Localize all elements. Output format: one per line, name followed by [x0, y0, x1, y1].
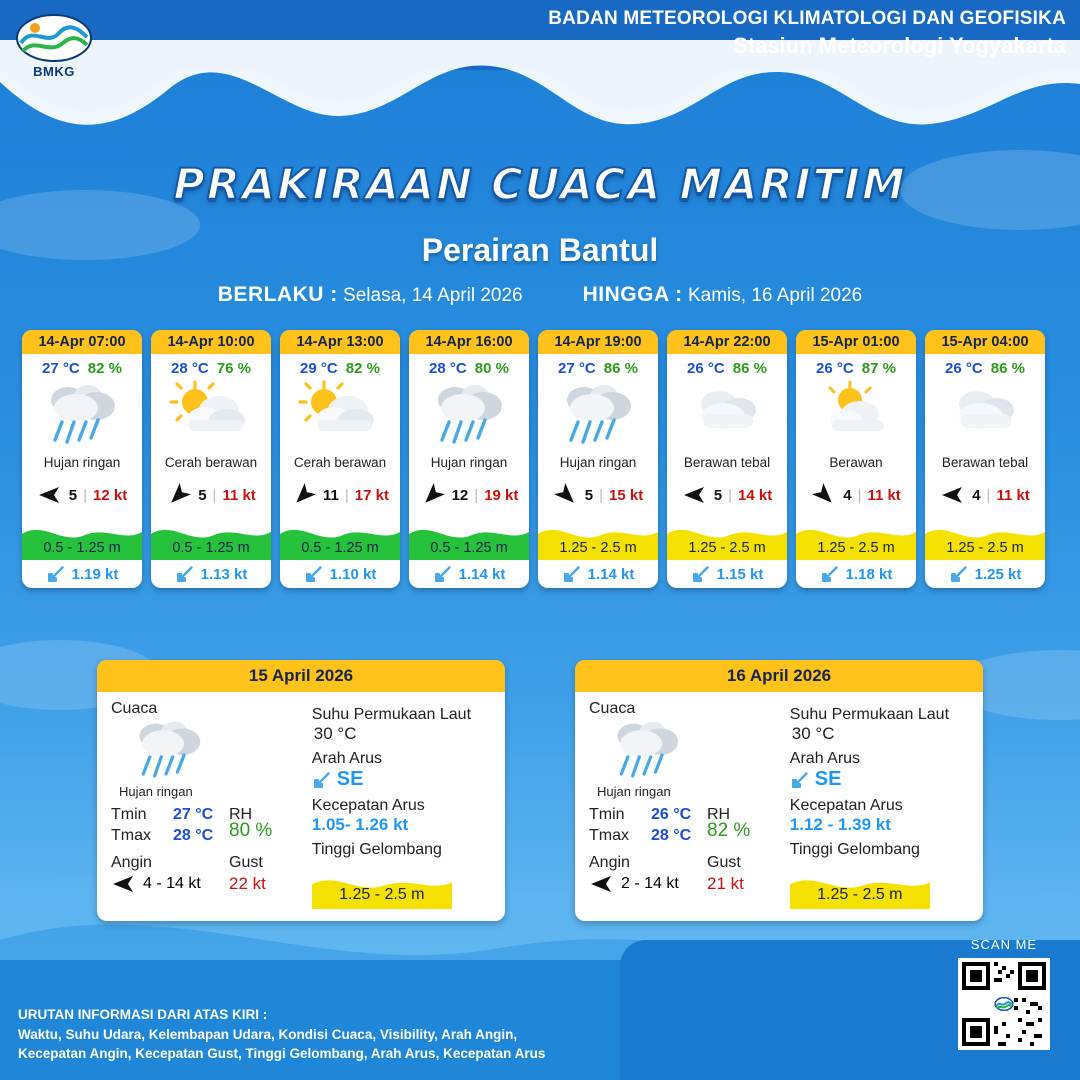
agency-header: [548, 8, 1066, 59]
wind-speed: 12: [451, 486, 469, 504]
wind-direction-icon: [808, 479, 841, 512]
relative-humidity: 86 %: [603, 360, 638, 377]
current-direction-icon: [175, 564, 195, 584]
wind-gust: 15 kt: [609, 486, 644, 504]
current-speed: 1.25 kt: [974, 565, 1022, 583]
air-temperature: 28 °C: [429, 360, 467, 377]
wave-height: 0.5 - 1.25 m: [301, 540, 379, 556]
rain-icon: [607, 717, 687, 785]
weather-condition: Hujan ringan: [597, 784, 671, 799]
current-direction-icon: [46, 564, 66, 584]
current-direction-icon: [691, 564, 711, 584]
wave-height: 0.5 - 1.25 m: [430, 540, 508, 556]
wind-row: [111, 854, 229, 872]
valid-until-value: Kamis, 16 April 2026: [687, 285, 863, 306]
forecast-time: 14-Apr 10:00: [151, 330, 271, 354]
air-temperature: 28 °C: [171, 360, 209, 377]
gust-label: Gust: [707, 854, 741, 871]
weather-icon: [169, 377, 253, 455]
cloudy-thick-icon: [685, 380, 769, 452]
tmin-label: Tmin: [589, 806, 625, 823]
wave-height-band: [151, 514, 271, 560]
wind-info: [291, 482, 389, 508]
hourly-forecast-row: [22, 330, 1062, 588]
tmin-value: 26 °C: [651, 806, 692, 823]
page-title: PRAKIRAAN CUACA MARITIM: [173, 160, 907, 210]
air-temperature: 27 °C: [42, 360, 80, 377]
legend-line-3: Kecepatan Angin, Kecepatan Gust, Tinggi Gelombang, Arah Arus, Kecepatan Arus: [18, 1046, 546, 1062]
gust-row: [707, 854, 751, 872]
relative-humidity: 86 %: [732, 360, 767, 377]
wind-info: [940, 482, 1030, 508]
hourly-forecast-card: [22, 330, 142, 588]
current-direction-value: SE: [790, 768, 969, 791]
partly-cloudy-night-icon: [814, 380, 898, 452]
scan-me-block: [958, 937, 1050, 1050]
wind-gust: 11 kt: [996, 486, 1030, 504]
wind-direction-icon: [111, 874, 137, 894]
current-speed: 1.14 kt: [458, 565, 506, 583]
wind-speed: 5: [198, 486, 207, 504]
wind-gust: 12 kt: [93, 486, 128, 504]
wind-speed: 4: [843, 486, 852, 504]
current-info: [691, 564, 764, 584]
gust-row: [229, 854, 273, 872]
wave-height: 1.25 - 2.5 m: [688, 540, 766, 556]
weather-icon: [814, 377, 898, 455]
forecast-time: 14-Apr 07:00: [22, 330, 142, 354]
wind-speed: 5: [68, 486, 78, 504]
weather-label: Cuaca: [589, 700, 636, 717]
relative-humidity: 82 %: [87, 360, 122, 377]
air-temperature: 27 °C: [558, 360, 596, 377]
sst-value: 30 °C: [313, 724, 357, 743]
forecast-time: 14-Apr 22:00: [667, 330, 787, 354]
gust-value: 21 kt: [707, 874, 744, 893]
weather-condition: Hujan ringan: [559, 455, 637, 470]
legend-line-1: URUTAN INFORMASI DARI ATAS KIRI :: [18, 1007, 268, 1023]
wind-gust: 11 kt: [222, 486, 256, 504]
tmax-label: Tmax: [111, 827, 151, 844]
rain-icon: [556, 380, 640, 452]
rain-icon: [427, 380, 511, 452]
separator: |: [728, 486, 733, 504]
rain-icon: [129, 717, 209, 785]
wind-direction-icon: [288, 479, 321, 512]
tmax-value: 28 °C: [651, 827, 692, 844]
wind-label: Angin: [111, 854, 152, 871]
tmin-label: Tmin: [111, 806, 147, 823]
separator: |: [474, 486, 479, 504]
relative-humidity: 87 %: [861, 360, 896, 377]
current-direction-icon: [820, 564, 840, 584]
current-direction-icon: [433, 564, 453, 584]
wave-height-value: 1.25 - 2.5 m: [817, 886, 903, 903]
agency-name: BADAN METEOROLOGI KLIMATOLOGI DAN GEOFISIKA: [548, 8, 1066, 29]
valid-from-label: BERLAKU :: [217, 283, 338, 306]
separator: |: [857, 486, 862, 504]
validity-row: [0, 283, 1080, 307]
hourly-forecast-card: [151, 330, 271, 588]
relative-humidity: 86 %: [990, 360, 1025, 377]
station-name: Stasiun Meteorologi Yogyakarta: [733, 33, 1066, 58]
wave-height-band: [280, 514, 400, 560]
weather-icon: [685, 377, 769, 455]
wind-direction-icon: [37, 485, 63, 505]
weather-condition: Hujan ringan: [119, 784, 193, 799]
weather-icon: [427, 377, 511, 455]
wave-height: 1.25 - 2.5 m: [559, 540, 637, 556]
separator: |: [212, 486, 217, 504]
weather-condition: Hujan ringan: [430, 455, 508, 470]
wind-speed: 5: [584, 486, 594, 504]
wind-info: [553, 482, 643, 508]
current-info: [304, 564, 377, 584]
wind-gust: 17 kt: [354, 486, 389, 504]
hourly-forecast-card: [667, 330, 787, 588]
wind-label: Angin: [589, 854, 630, 871]
separator: |: [83, 486, 88, 504]
wave-height-label: Tinggi Gelombang: [311, 841, 442, 858]
wave-height: 1.25 - 2.5 m: [946, 540, 1024, 556]
sst-label: Suhu Permukaan Laut: [311, 706, 472, 723]
qr-code[interactable]: [958, 958, 1050, 1050]
wind-direction-icon: [589, 874, 615, 894]
weather-label: Cuaca: [111, 700, 158, 717]
current-direction-value: SE: [312, 768, 491, 791]
rh-label: RH: [707, 806, 731, 823]
wave-height-label: Tinggi Gelombang: [789, 841, 920, 858]
current-speed: 1.14 kt: [587, 565, 635, 583]
wind-direction-icon: [550, 479, 583, 512]
air-temperature: 26 °C: [945, 360, 983, 377]
forecast-time: 14-Apr 13:00: [280, 330, 400, 354]
bmkg-logo: [12, 8, 96, 84]
daily-forecast-panel: [97, 660, 505, 921]
daily-forecast-panel: [575, 660, 983, 921]
tmax-value: 28 °C: [173, 827, 214, 844]
wind-direction-icon: [682, 485, 708, 505]
cloudy-thick-icon: [943, 380, 1027, 452]
current-info: [820, 564, 893, 584]
wind-value-row: [111, 874, 229, 894]
current-speed-value: 1.12 - 1.39 kt: [789, 815, 891, 834]
current-direction-icon: [949, 564, 969, 584]
wave-height-band: [667, 514, 787, 560]
logo-text: BMKG: [33, 64, 75, 79]
wave-height: 0.5 - 1.25 m: [43, 540, 121, 556]
current-info: [433, 564, 506, 584]
weather-condition: Berawan tebal: [683, 455, 771, 470]
sst-value: 30 °C: [791, 724, 835, 743]
separator: |: [986, 486, 991, 504]
sst-label: Suhu Permukaan Laut: [789, 706, 950, 723]
wave-height-band: [538, 514, 658, 560]
tmax-row: [111, 827, 229, 845]
relative-humidity: 80 %: [474, 360, 509, 377]
wind-info: [37, 482, 127, 508]
current-speed-label: Kecepatan Arus: [789, 797, 903, 814]
valid-until-label: HINGGA :: [582, 283, 683, 306]
rain-icon: [40, 380, 124, 452]
relative-humidity: 82 %: [345, 360, 380, 377]
rh-label: RH: [229, 806, 253, 823]
hourly-forecast-card: [796, 330, 916, 588]
wave-height-band: [22, 514, 142, 560]
current-speed-value: 1.05- 1.26 kt: [311, 815, 409, 834]
current-speed: 1.15 kt: [716, 565, 764, 583]
wind-value-row: [589, 874, 707, 894]
scan-me-label: SCAN ME: [970, 937, 1038, 952]
tmin-value: 27 °C: [173, 806, 214, 823]
weather-condition: Cerah berawan: [164, 455, 258, 470]
wave-height-band: [409, 514, 529, 560]
relative-humidity: 76 %: [216, 360, 251, 377]
current-direction-icon: [790, 770, 810, 790]
separator: |: [599, 486, 604, 504]
separator: |: [344, 486, 349, 504]
current-speed: 1.10 kt: [329, 565, 377, 583]
tmax-label: Tmax: [589, 827, 629, 844]
rh-value: 82 %: [707, 820, 751, 841]
wind-value: 2 - 14 kt: [621, 875, 679, 892]
forecast-time: 14-Apr 16:00: [409, 330, 529, 354]
current-direction-icon: [562, 564, 582, 584]
wave-height: 1.25 - 2.5 m: [817, 540, 895, 556]
wind-speed: 5: [713, 486, 723, 504]
partly-sunny-icon: [298, 380, 382, 452]
tmax-row: [589, 827, 707, 845]
current-info: [562, 564, 635, 584]
weather-icon: [111, 720, 306, 782]
tmin-row: [111, 806, 229, 824]
wind-gust: 19 kt: [484, 486, 519, 504]
weather-condition: Berawan tebal: [941, 455, 1029, 470]
gust-value: 22 kt: [229, 874, 266, 893]
weather-condition: Berawan: [829, 455, 883, 470]
valid-from-value: Selasa, 14 April 2026: [343, 285, 523, 306]
wave-height-band: [790, 863, 930, 909]
current-speed-label: Kecepatan Arus: [311, 797, 425, 814]
wave-height-value: 1.25 - 2.5 m: [339, 886, 425, 903]
air-temperature: 26 °C: [816, 360, 854, 377]
weather-icon: [40, 377, 124, 455]
wind-direction-icon: [416, 479, 449, 512]
wave-height-band: [925, 514, 1045, 560]
daily-date: 16 April 2026: [575, 660, 983, 692]
wave-height: 0.5 - 1.25 m: [172, 540, 250, 556]
legend-text: [18, 1005, 545, 1064]
weather-icon: [298, 377, 382, 455]
current-info: [949, 564, 1022, 584]
wind-row: [589, 854, 707, 872]
daily-date: 15 April 2026: [97, 660, 505, 692]
current-direction-label: Arah Arus: [789, 750, 861, 767]
current-info: [175, 564, 248, 584]
weather-icon: [556, 377, 640, 455]
page-subtitle: Perairan Bantul: [421, 232, 659, 268]
weather-icon: [943, 377, 1027, 455]
gust-label: Gust: [229, 854, 263, 871]
wind-gust: 11 kt: [867, 486, 901, 504]
wind-speed: 11: [323, 486, 339, 504]
wind-gust: 14 kt: [738, 486, 773, 504]
weather-condition: Hujan ringan: [43, 455, 121, 470]
current-direction-label: Arah Arus: [311, 750, 383, 767]
current-speed: 1.13 kt: [200, 565, 248, 583]
tmin-row: [589, 806, 707, 824]
wind-value: 4 - 14 kt: [143, 875, 201, 892]
wave-height-band: [796, 514, 916, 560]
current-direction-icon: [312, 770, 332, 790]
hourly-forecast-card: [538, 330, 658, 588]
hourly-forecast-card: [925, 330, 1045, 588]
current-speed: 1.19 kt: [71, 565, 119, 583]
partly-sunny-icon: [169, 380, 253, 452]
wind-info: [811, 482, 901, 508]
weather-condition: Cerah berawan: [293, 455, 387, 470]
current-speed: 1.18 kt: [845, 565, 893, 583]
current-direction-icon: [304, 564, 324, 584]
forecast-time: 14-Apr 19:00: [538, 330, 658, 354]
wind-info: [682, 482, 772, 508]
wind-speed: 4: [972, 486, 981, 504]
wind-info: [166, 482, 256, 508]
rh-value: 80 %: [229, 820, 273, 841]
forecast-time: 15-Apr 01:00: [796, 330, 916, 354]
forecast-time: 15-Apr 04:00: [925, 330, 1045, 354]
current-info: [46, 564, 119, 584]
legend-line-2: Waktu, Suhu Udara, Kelembapan Udara, Kondisi Cuaca, Visibility, Arah Angin,: [18, 1026, 518, 1042]
wind-direction-icon: [163, 479, 196, 512]
hourly-forecast-card: [409, 330, 529, 588]
air-temperature: 26 °C: [687, 360, 725, 377]
wave-height-band: [312, 863, 452, 909]
wind-direction-icon: [940, 485, 966, 505]
air-temperature: 29 °C: [300, 360, 338, 377]
weather-icon: [589, 720, 784, 782]
wind-info: [420, 482, 519, 508]
hourly-forecast-card: [280, 330, 400, 588]
